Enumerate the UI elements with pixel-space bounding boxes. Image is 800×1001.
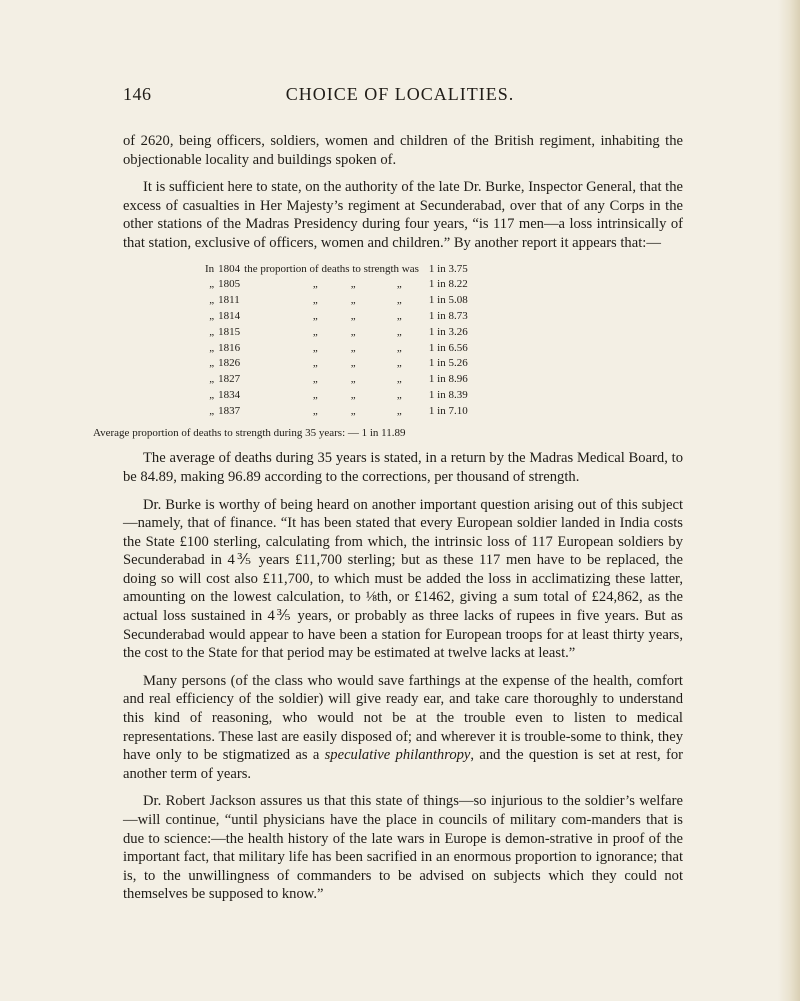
page-edge-shadow xyxy=(778,0,800,1001)
paragraph-5-italic: speculative philanthropy xyxy=(324,747,471,764)
row-year: 1827 xyxy=(218,373,241,386)
row-ditto: „ „ „ xyxy=(244,357,402,370)
row-ratio: 1 in 8.22 xyxy=(428,278,468,291)
row-ratio: 1 in 3.26 xyxy=(428,325,468,338)
table-row xyxy=(205,277,472,293)
running-head: CHOICE OF LOCALITIES. xyxy=(285,84,515,104)
row-ditto: „ „ „ xyxy=(244,294,402,307)
row-year: 1805 xyxy=(218,278,241,291)
table-row xyxy=(205,388,472,404)
row-year: 1826 xyxy=(218,357,241,370)
table-average-row: Average proportion of deaths to strength during 35 years: — 1 in 11.89 xyxy=(93,426,406,439)
row-year: 1811 xyxy=(218,294,240,307)
table-row xyxy=(205,404,472,420)
ditto-mark: „ xyxy=(209,325,215,338)
paragraph-5-text-a: Many persons (of the class who would save farthings at the expense of the health, comfort and real efficiency of the soldier) will give ready ear, and take care thoroughly to understand this kind of reasoning, who would not be at the trouble even to listen to medical representations. These last are easily disposed of; and wherever it is trouble-some to think, they have only to be stigmatized as a xyxy=(123,672,683,764)
table-row xyxy=(205,262,472,278)
row-ditto: „ „ „ xyxy=(244,388,402,401)
row-year: 1815 xyxy=(218,325,241,338)
row-ditto: „ „ „ xyxy=(244,325,402,338)
ditto-mark: „ xyxy=(209,278,215,291)
paragraph-1: of 2620, being officers, soldiers, women and children of the British regiment, inhabiting the objectionable locality and buildings spoken of. xyxy=(123,133,683,168)
table-row xyxy=(205,309,472,325)
row-ratio: 1 in 3.75 xyxy=(428,262,468,275)
row-year: 1814 xyxy=(218,309,241,322)
ditto-mark: „ xyxy=(209,341,215,354)
row-ratio: 1 in 5.26 xyxy=(428,357,468,370)
row-text: the proportion of deaths to strength was xyxy=(244,262,419,275)
row-ratio: 1 in 8.96 xyxy=(428,373,468,386)
table-row xyxy=(205,325,472,341)
row-ditto: „ „ „ xyxy=(244,278,402,291)
row-ratio: 1 in 6.56 xyxy=(428,341,468,354)
row-year: 1837 xyxy=(218,404,241,417)
row-year: 1816 xyxy=(218,341,241,354)
row-year: 1804 xyxy=(218,262,241,275)
row-prefix: In xyxy=(205,262,215,275)
row-ratio: 1 in 8.39 xyxy=(428,388,468,401)
row-ditto: „ „ „ xyxy=(244,341,402,354)
paragraph-5 xyxy=(123,672,683,784)
page-number: 146 xyxy=(123,84,152,104)
row-ratio: 1 in 7.10 xyxy=(428,404,468,417)
table-row xyxy=(205,293,472,309)
table-row xyxy=(205,341,472,357)
row-ditto: „ „ „ xyxy=(244,404,402,417)
row-ditto: „ „ „ xyxy=(244,373,402,386)
ditto-mark: „ xyxy=(209,404,215,417)
body-text xyxy=(93,132,683,913)
ditto-mark: „ xyxy=(209,294,215,307)
ditto-mark: „ xyxy=(209,357,215,370)
ditto-mark: „ xyxy=(209,373,215,386)
row-ditto: „ „ „ xyxy=(244,309,402,322)
paragraph-2: It is sufficient here to state, on the authority of the late Dr. Burke, Inspector General, that the excess of casualties in Her Majesty’s regiment at Secunderabad, over that of any Corps in the other stations of the Madras Presidency during four years, “is 117 men—a loss intrinsically of that station, exclusive of officers, women and children.” By another report it appears that:— xyxy=(123,179,683,251)
table-row xyxy=(205,356,472,372)
paragraph-5-text-b: , and the question is set at rest, for another term of years. xyxy=(123,747,683,782)
ditto-mark: „ xyxy=(209,388,215,401)
row-ratio: 1 in 5.08 xyxy=(428,294,468,307)
paragraph-6: Dr. Robert Jackson assures us that this state of things—so injurious to the soldier’s welfare—will continue, “until physicians have the place in councils of military com-manders that is due to science:—the health history of the late wars in Europe is demon-strative in proof of the important fact, that military life has been sacrified in an enormous proportion to ignorance; that is, to the unwillingness of commanders to be advised on subjects which they could not themselves be supposed to know.” xyxy=(123,793,683,903)
paragraph-4: Dr. Burke is worthy of being heard on another important question arising out of this subject—namely, that of finance. “It has been stated that every European soldier landed in India costs the State £100 sterling, calculating from which, the intrinsic loss of 117 European soldiers by Secunderabad in 4⅗ years £11,700 sterling; but as these 117 men have to be replaced, the doing so will cost also £11,700, to which must be added the loss in acclimatizing these latter, amounting on the lowest calculation, to ⅛th, or £1462, giving a sum total of £24,862, as the actual loss sustained in 4⅗ years, or probably as three lacks of rupees in five years. But as Secunderabad would appear to have been a station for European troops for at least thirty years, the cost to the State for that period may be estimated at twelve lacks at least.” xyxy=(123,496,683,662)
row-year: 1834 xyxy=(218,388,241,401)
table-row xyxy=(205,372,472,388)
row-ratio: 1 in 8.73 xyxy=(428,309,468,322)
page-header xyxy=(0,84,800,112)
mortality-table xyxy=(205,262,472,420)
ditto-mark: „ xyxy=(209,309,215,322)
paragraph-3: The average of deaths during 35 years is stated, in a return by the Madras Medical Board, to be 84.89, making 96.89 according to the corrections, per thousand of strength. xyxy=(123,450,683,485)
